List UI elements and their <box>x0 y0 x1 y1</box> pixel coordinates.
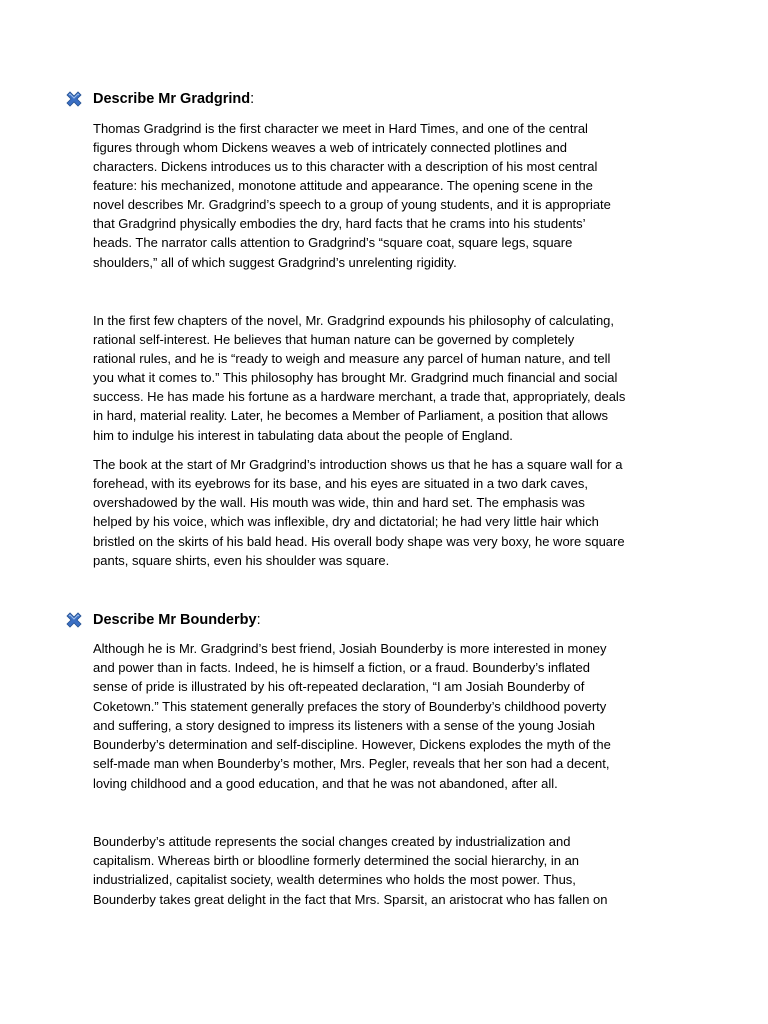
text-line: you what it comes to.” This philosophy has brought Mr. Gradgrind much financial and social <box>93 370 618 385</box>
text-line: capitalism. Whereas birth or bloodline formerly determined the social hierarchy, in an <box>93 853 580 868</box>
text-line: and power than in facts. Indeed, he is himself a fiction, or a fraud. Bounderby’s inflated <box>93 660 590 675</box>
text-line: Bounderby’s attitude represents the social changes created by industrialization and <box>93 834 571 849</box>
text-line: loving childhood and a good education, and that he was not abandoned, after all. <box>93 776 558 791</box>
blue-cross-bullet-icon <box>64 89 84 109</box>
text-line: bristled on the skirts of his bald head. His overall body shape was very boxy, he wore square <box>93 534 625 549</box>
section-heading-bounderby <box>64 609 261 631</box>
text-line: rational rules, and he is “ready to weigh and measure any parcel of human nature, and tell <box>93 351 611 366</box>
text-line: shoulders,” all of which suggest Gradgrind’s unrelenting rigidity. <box>93 255 457 270</box>
text-line: The book at the start of Mr Gradgrind’s introduction shows us that he has a square wall for a <box>93 457 623 472</box>
text-line: novel describes Mr. Gradgrind’s speech to a group of young students, and it is appropriate <box>93 197 611 212</box>
text-line: Thomas Gradgrind is the first character we meet in Hard Times, and one of the central <box>93 121 588 136</box>
text-line: sense of pride is illustrated by his oft-repeated declaration, “I am Josiah Bounderby of <box>93 679 585 694</box>
text-line: In the first few chapters of the novel, Mr. Gradgrind expounds his philosophy of calculating, <box>93 313 615 328</box>
text-line: Coketown.” This statement generally prefaces the story of Bounderby’s childhood poverty <box>93 699 607 714</box>
text-line: overshadowed by the wall. His mouth was wide, thin and hard set. The emphasis was <box>93 495 585 510</box>
text-line: and suffering, a story designed to impress its listeners with a sense of the young Josiah <box>93 718 595 733</box>
text-line: Bounderby takes great delight in the fact that Mrs. Sparsit, an aristocrat who has fallen on <box>93 892 608 907</box>
text-line: rational self-interest. He believes that human nature can be governed by completely <box>93 332 575 347</box>
section-title: Describe Mr Bounderby: <box>93 612 261 628</box>
text-line: characters. Dickens introduces us to this character with a description of his most central <box>93 159 598 174</box>
text-line: success. He has made his fortune as a hardware merchant, a trade that, appropriately, deals <box>93 389 626 404</box>
text-line: figures through whom Dickens weaves a web of intricately connected plotlines and <box>93 140 568 155</box>
text-line: him to indulge his interest in tabulating data about the people of England. <box>93 428 513 443</box>
text-line: Bounderby’s determination and self-discipline. However, Dickens explodes the myth of the <box>93 737 611 752</box>
text-line: that Gradgrind physically embodies the dry, hard facts that he crams into his students’ <box>93 216 586 231</box>
text-line: helped by his voice, which was inflexible, dry and dictatorial; he had very little hair which <box>93 514 599 529</box>
text-line: in hard, material reality. Later, he becomes a Member of Parliament, a position that allows <box>93 408 608 423</box>
text-line: Although he is Mr. Gradgrind’s best friend, Josiah Bounderby is more interested in money <box>93 641 607 656</box>
section-title: Describe Mr Gradgrind: <box>93 91 255 107</box>
text-line: heads. The narrator calls attention to Gradgrind’s “square coat, square legs, square <box>93 235 573 250</box>
section-heading-gradgrind <box>64 88 254 110</box>
blue-cross-bullet-icon <box>64 610 84 630</box>
text-line: forehead, with its eyebrows for its base, and his eyes are situated in a two dark caves, <box>93 476 588 491</box>
text-line: pants, square shirts, even his shoulder was square. <box>93 553 390 568</box>
text-line: industrialized, capitalist society, wealth determines who holds the most power. Thus, <box>93 872 576 887</box>
text-line: feature: his mechanized, monotone attitude and appearance. The opening scene in the <box>93 178 593 193</box>
text-line: self-made man when Bounderby’s mother, Mrs. Pegler, reveals that her son had a decent, <box>93 756 610 771</box>
